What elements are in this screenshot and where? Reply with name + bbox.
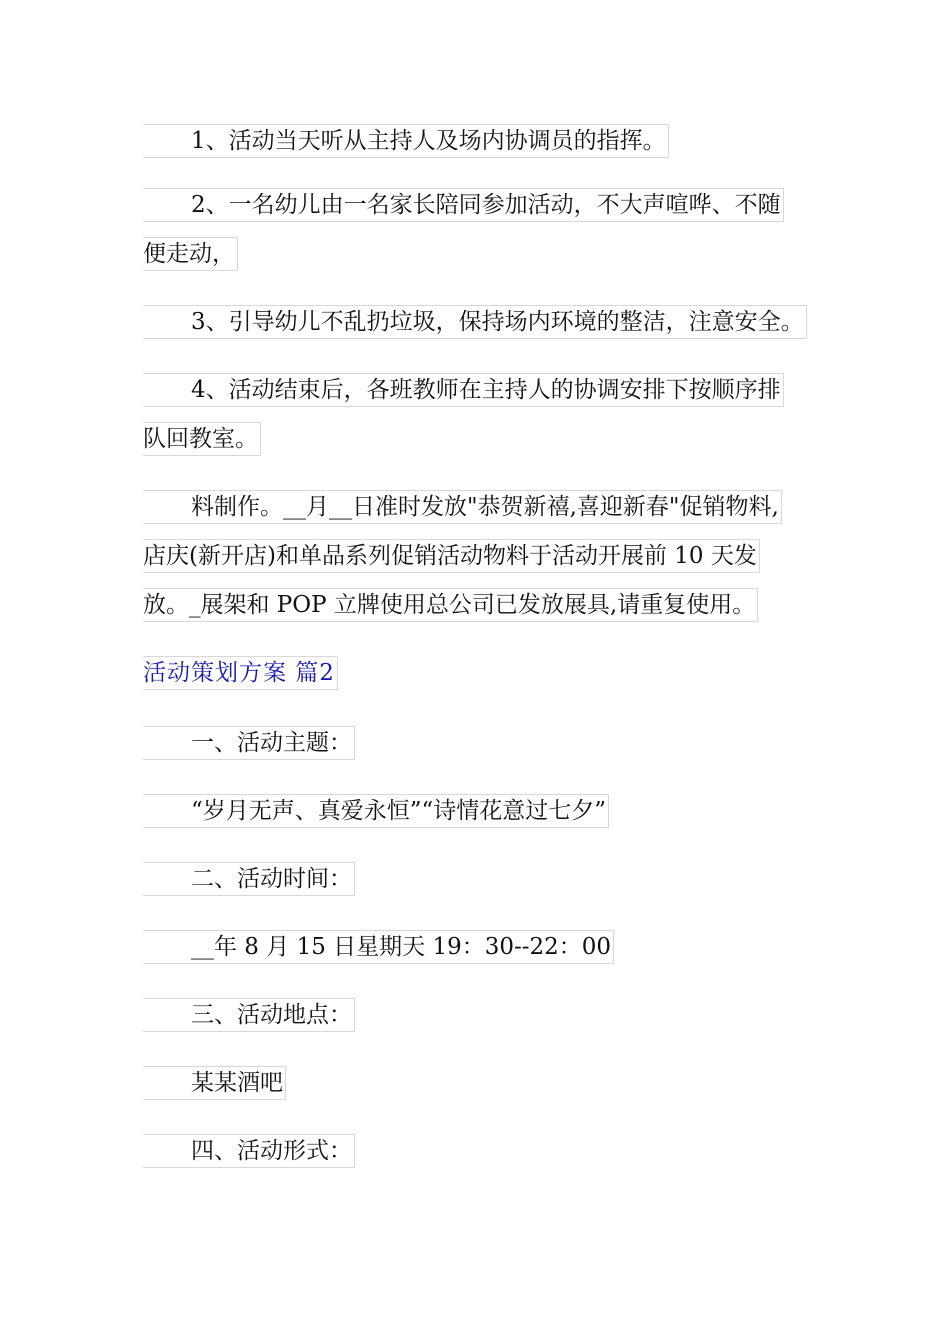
time-value: __年 8 月 15 日星期天 19：30--22：00: [143, 930, 614, 964]
rule-item-2-line-2: 便走动，: [143, 237, 238, 271]
rule-item-2-line-1: 2、一名幼儿由一名家长陪同参加活动，不大声喧哗、不随: [143, 188, 784, 222]
section-heading: 活动策划方案 篇2: [143, 656, 338, 690]
rule-item-4-line-1: 4、活动结束后，各班教师在主持人的协调安排下按顺序排: [143, 373, 784, 407]
place-label: 三、活动地点：: [143, 998, 355, 1032]
rule-item-1: 1、活动当天听从主持人及场内协调员的指挥。: [143, 124, 669, 158]
time-label: 二、活动时间：: [143, 862, 355, 896]
theme-value: “岁月无声、真爱永恒”“诗情花意过七夕”: [143, 794, 609, 828]
materials-paragraph-line-2: 店庆(新开店)和单品系列促销活动物料于活动开展前 10 天发: [143, 539, 760, 573]
form-label: 四、活动形式：: [143, 1134, 355, 1168]
theme-label: 一、活动主题：: [143, 726, 355, 760]
place-value: 某某酒吧: [143, 1066, 286, 1100]
rule-item-3: 3、引导幼儿不乱扔垃圾，保持场内环境的整洁，注意安全。: [143, 305, 807, 339]
materials-paragraph-line-1: 料制作。__月__日准时发放"恭贺新禧,喜迎新春"促销物料,: [143, 490, 782, 524]
materials-paragraph-line-3: 放。_展架和 POP 立牌使用总公司已发放展具,请重复使用。: [143, 588, 758, 622]
rule-item-4-line-2: 队回教室。: [143, 422, 261, 456]
